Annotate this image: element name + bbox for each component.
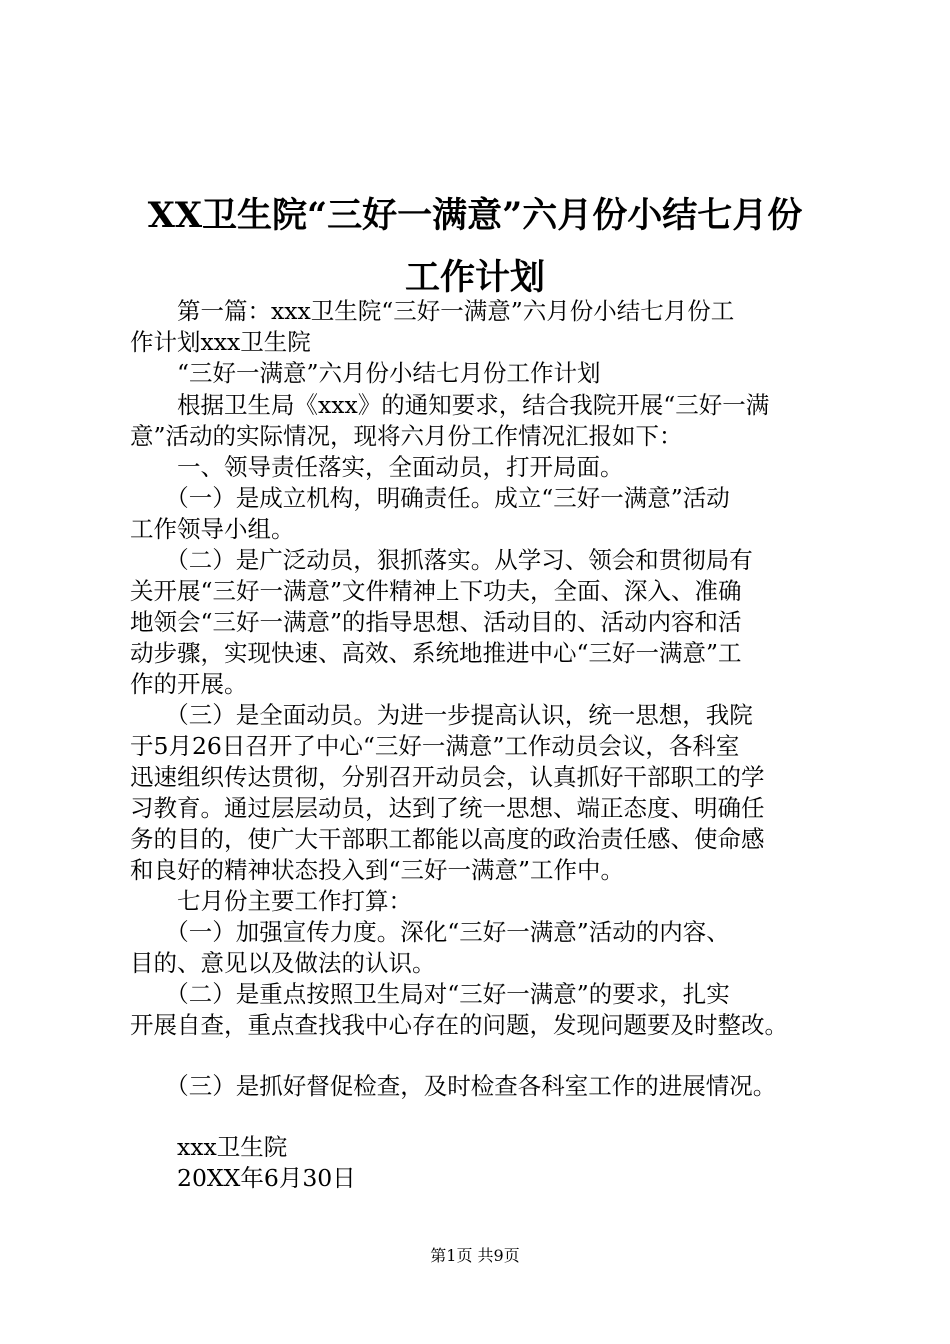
body-line: 工作领导小组。 [130,515,295,543]
body-line: （二）是重点按照卫生局对“三好一满意”的要求，扎实 [130,980,730,1008]
body-line: （三）是抓好督促检查，及时检查各科室工作的进展情况。 [130,1072,777,1100]
body-line: （三）是全面动员。为进一步提高认识，统一思想，我院 [130,701,753,729]
body-line: 根据卫生局《xxx》的通知要求，结合我院开展“三好一满 [130,391,770,419]
body-line: 迅速组织传达贯彻，分别召开动员会，认真抓好干部职工的学 [130,763,765,791]
body-line: 习教育。通过层层动员，达到了统一思想、端正态度、明确任 [130,794,765,822]
document-title-line-1: XX卫生院“三好一满意”六月份小结七月份 [147,195,803,236]
page-footer: 第1页 共9页 [430,1246,520,1265]
body-line: “三好一满意”六月份小结七月份工作计划 [130,359,601,387]
body-line: 务的目的，使广大干部职工都能以高度的政治责任感、使命感 [130,825,765,853]
body-line: 意”活动的实际情况，现将六月份工作情况汇报如下： [130,422,683,450]
body-line: 作计划xxx卫生院 [130,328,311,356]
body-line: 和良好的精神状态投入到“三好一满意”工作中。 [130,856,625,884]
date-line: 20XX年6月30日 [130,1164,356,1192]
body-line: 开展自查，重点查找我中心存在的问题，发现问题要及时整改。 [130,1011,788,1039]
body-line: 一、领导责任落实，全面动员，打开局面。 [130,453,624,481]
body-line: 地领会“三好一满意”的指导思想、活动目的、活动内容和活 [130,608,742,636]
body-line: 目的、意见以及做法的认识。 [130,949,436,977]
body-line: （二）是广泛动员，狠抓落实。从学习、领会和贯彻局有 [130,546,753,574]
body-line: （一）是成立机构，明确责任。成立“三好一满意”活动 [130,484,730,512]
body-line: 第一篇：xxx卫生院“三好一满意”六月份小结七月份工 [130,297,735,325]
body-line: 作的开展。 [130,670,248,698]
signature-line: xxx卫生院 [130,1133,288,1161]
document-title-line-2: 工作计划 [404,257,545,298]
body-line: 关开展“三好一满意”文件精神上下功夫，全面、深入、准确 [130,577,742,605]
body-line: （一）加强宣传力度。深化“三好一满意”活动的内容、 [130,918,730,946]
body-line: 动步骤，实现快速、高效、系统地推进中心“三好一满意”工 [130,639,742,667]
body-line: 于5月26日召开了中心“三好一满意”工作动员会议，各科室 [130,732,740,760]
body-line: 七月份主要工作打算： [130,887,412,915]
